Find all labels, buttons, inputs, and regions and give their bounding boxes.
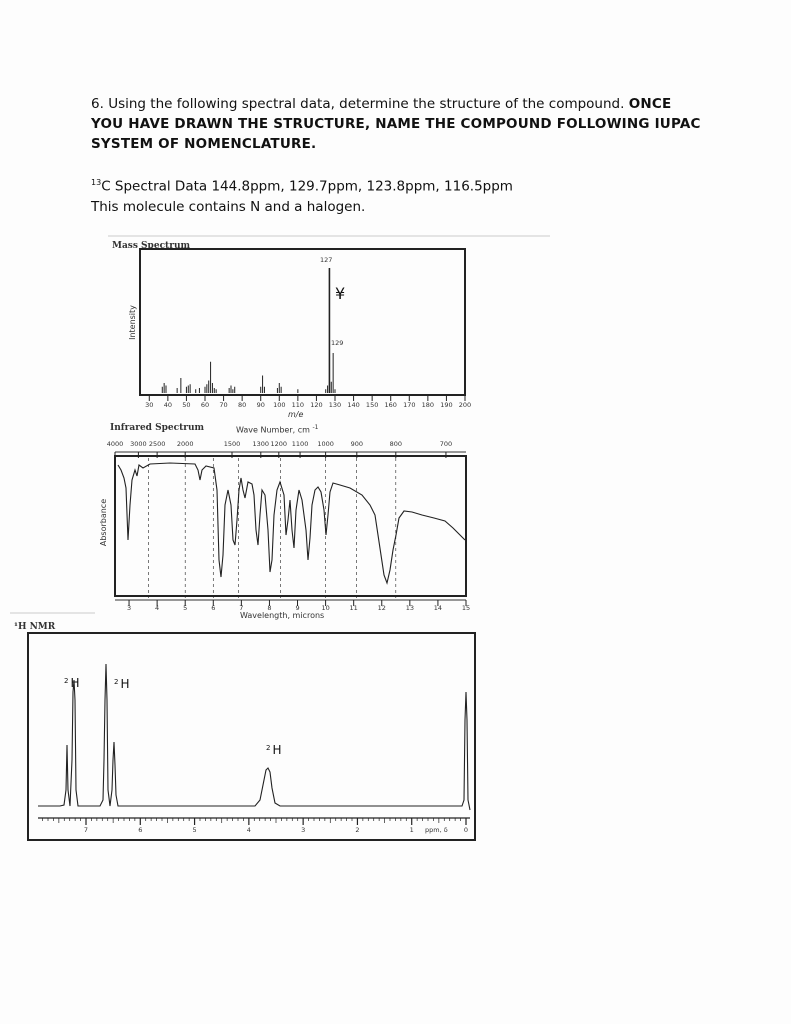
nmr-int-3-unit: H <box>272 743 282 757</box>
nmr-tick-label: 0 <box>463 826 469 834</box>
ir-top-tick-label: 1000 <box>317 440 334 448</box>
ir-top-tick-label: 1300 <box>252 440 270 448</box>
nmr-frame <box>28 633 475 840</box>
ms-annotation-127: 127 <box>320 256 333 264</box>
nmr-int-1-unit: H <box>70 676 80 690</box>
ms-tick-label: 150 <box>365 401 379 409</box>
nmr-tick-label: 1 <box>409 826 414 834</box>
question-line1: Using the following spectral data, determine the structure of the compound. <box>108 96 625 112</box>
ir-bottom-tick-label: 11 <box>349 604 358 612</box>
ms-tick-label: 140 <box>347 401 360 409</box>
ir-frame <box>115 456 466 596</box>
ms-tick-label: 190 <box>440 401 453 409</box>
ir-bottom-tick-label: 5 <box>183 604 188 612</box>
question-number: 6. <box>91 96 104 112</box>
question-line3: SYSTEM OF NOMENCLATURE. <box>91 136 317 152</box>
nmr-int-3-count: 2 <box>266 744 271 752</box>
ms-tick-label: 70 <box>219 401 228 409</box>
ir-bottom-tick-label: 8 <box>267 604 272 612</box>
ir-bottom-tick-label: 9 <box>295 604 300 612</box>
nmr-tick-label: 5 <box>192 826 197 834</box>
ms-peaks <box>162 268 335 393</box>
ir-top-tick-label: 2000 <box>176 440 194 448</box>
ms-tick-label: 120 <box>310 401 323 409</box>
ir-top-tick-label: 2500 <box>148 440 166 448</box>
ms-tick-label: 130 <box>328 401 342 409</box>
ms-tick-label: 60 <box>200 401 210 409</box>
ir-ylabel: Absorbance <box>99 498 109 547</box>
ir-bottom-tick-label: 6 <box>211 604 216 612</box>
ms-tick-label: 30 <box>145 401 154 409</box>
nmr-xlabel: ppm, δ <box>425 826 448 834</box>
ms-tick-label: 200 <box>458 401 472 409</box>
nmr-int-2-unit: H <box>120 677 130 691</box>
question-line1-bold: ONCE <box>628 96 672 112</box>
ms-title: Mass Spectrum <box>112 241 191 251</box>
c13-note: This molecule contains N and a halogen. <box>91 198 366 215</box>
ir-bottom-tick-label: 15 <box>461 604 471 612</box>
ms-frame <box>140 249 465 395</box>
ir-top-axis-text: Wave Number, cm <box>236 425 310 435</box>
question-line2: YOU HAVE DRAWN THE STRUCTURE, NAME THE COMPOUND FOLLOWING IUPAC <box>91 116 701 132</box>
ir-xlabel: Wavelength, microns <box>240 611 325 620</box>
ir-ticks <box>115 452 466 606</box>
nmr-tick-label: 2 <box>355 826 360 834</box>
ir-bottom-tick-label: 14 <box>433 604 443 612</box>
nmr-tick-label: 4 <box>246 826 251 834</box>
ms-tick-label: 180 <box>421 401 435 409</box>
ir-top-tick-label: 900 <box>350 440 364 448</box>
ir-bottom-tick-label: 7 <box>239 604 244 612</box>
ir-top-tick-label: 1500 <box>223 440 241 448</box>
ir-bottom-tick-label: 3 <box>126 604 132 612</box>
ms-annotation-129: 129 <box>331 339 344 347</box>
ir-bottom-tick-label: 10 <box>321 604 330 612</box>
nmr-tick-label: 7 <box>83 826 89 834</box>
ir-top-tick-label: 1100 <box>291 440 309 448</box>
ir-top-tick-label: 4000 <box>106 440 124 448</box>
nmr-trace <box>38 664 470 810</box>
ms-xlabel: m/e <box>288 410 304 419</box>
ir-top-tick-label: 1200 <box>270 440 288 448</box>
ir-top-axis-sup: -1 <box>312 424 319 431</box>
ms-ylabel: Intensity <box>127 305 137 340</box>
ir-dashed-grid <box>149 458 396 598</box>
ir-bottom-tick-label: 13 <box>405 604 414 612</box>
ir-bottom-tick-label: 4 <box>155 604 160 612</box>
nmr-title: ¹H NMR <box>14 622 56 632</box>
c13-superscript: 13 <box>91 178 102 187</box>
nmr-int-2-count: 2 <box>114 678 119 686</box>
ms-tick-label: 100 <box>273 401 286 409</box>
ir-top-tick-label: 800 <box>389 440 403 448</box>
ir-top-tick-label: 3000 <box>130 440 147 448</box>
ms-tick-label: 80 <box>238 401 247 409</box>
ir-trace <box>118 463 465 583</box>
ms-tick-label: 170 <box>403 401 416 409</box>
ms-tick-label: 90 <box>256 401 265 409</box>
ms-tick-label: 110 <box>291 401 305 409</box>
nmr-int-1-count: 2 <box>64 677 69 685</box>
ir-bottom-tick-label: 12 <box>377 604 386 612</box>
nmr-tick-label: 3 <box>301 826 306 834</box>
handwritten-check-mark: ¥ <box>335 284 346 303</box>
ms-tick-label: 40 <box>163 401 172 409</box>
c13-values: C Spectral Data 144.8ppm, 129.7ppm, 123.8ppm, 116.5ppm <box>101 178 513 195</box>
ir-title: Infrared Spectrum <box>110 423 205 433</box>
nmr-tick-label: 6 <box>138 826 143 834</box>
nmr-ticks <box>43 818 466 825</box>
ir-top-tick-label: 700 <box>439 440 453 448</box>
ms-tick-label: 50 <box>182 401 191 409</box>
ms-tick-label: 160 <box>384 401 397 409</box>
